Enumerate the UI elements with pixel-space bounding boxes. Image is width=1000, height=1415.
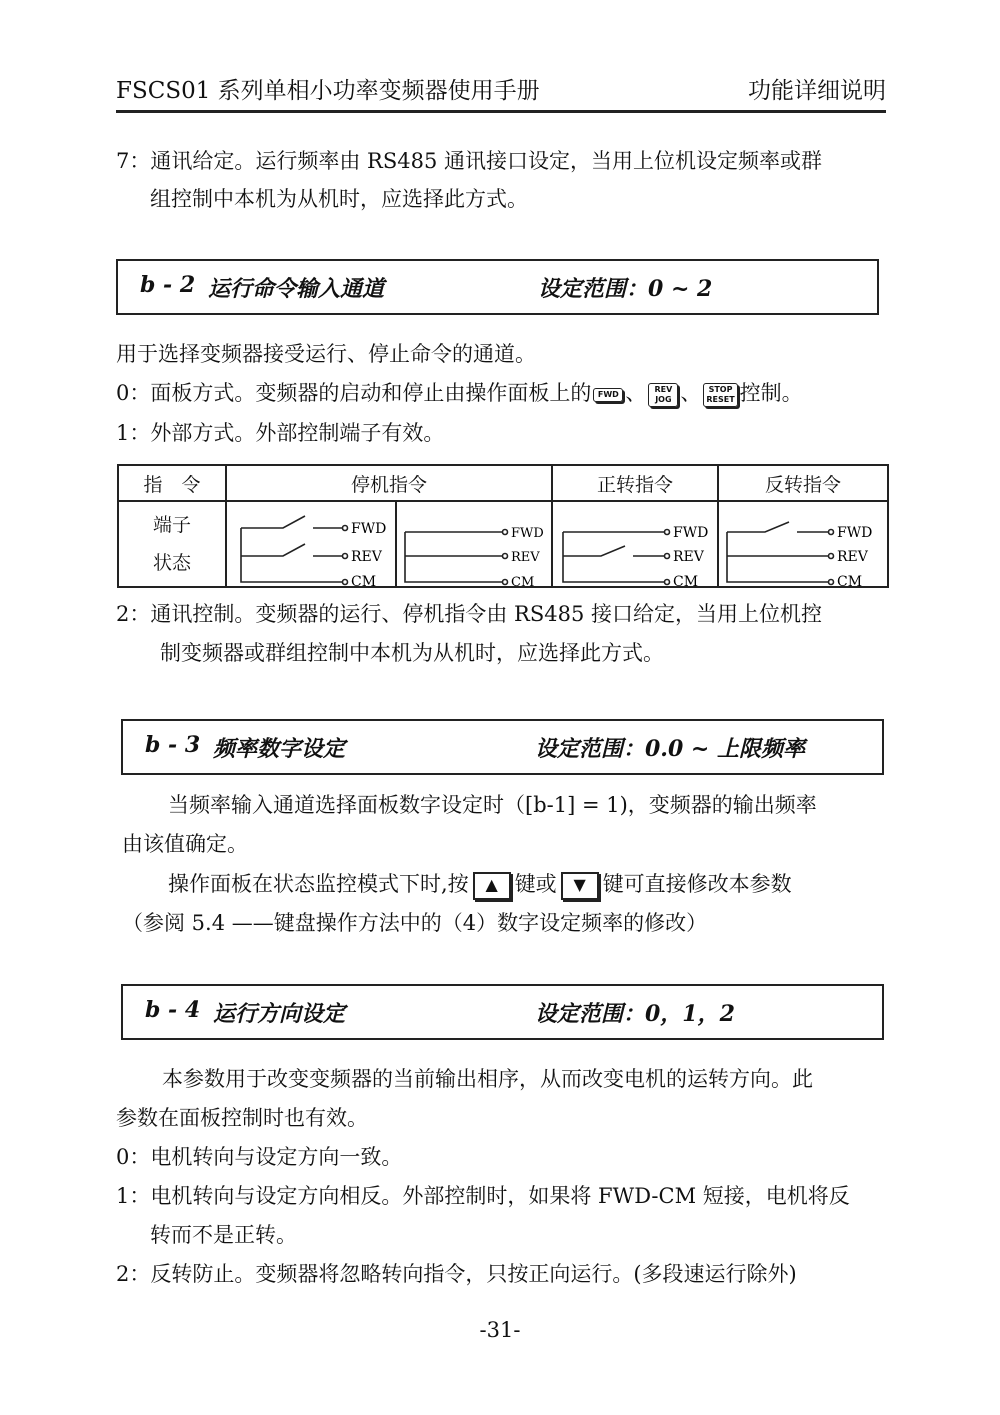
label-fwd: FWD xyxy=(511,526,544,541)
label-fwd: FWD xyxy=(837,525,873,541)
separator: 、 xyxy=(625,381,647,405)
b4-option-1-line-1: 1：电机转向与设定方向相反。外部控制时，如果将 FWD-CM 短接，电机将反 xyxy=(116,1184,850,1208)
b2-range: 设定范围：0 ~ 2 xyxy=(538,276,713,302)
down-key-glyph: ▼ xyxy=(573,874,586,894)
intro-line-1: 7：通讯给定。运行频率由 RS485 通讯接口设定，当用上位机设定频率或群 xyxy=(116,149,822,173)
b2-code: b - 2 xyxy=(140,272,196,298)
rev-key-label: REV xyxy=(654,384,673,394)
row-label-terminal: 端子 xyxy=(152,514,191,536)
b2-option-0-suffix: 控制。 xyxy=(739,381,803,405)
b4-para1-line-2: 参数在面板控制时也有效。 xyxy=(116,1106,368,1130)
label-rev: REV xyxy=(351,549,382,565)
diagram-forward xyxy=(552,501,718,587)
b3-title: 频率数字设定 xyxy=(213,736,346,762)
table-header-command: 指 令 xyxy=(118,465,226,501)
header-rule xyxy=(116,110,886,113)
b3-code: b - 3 xyxy=(145,732,201,758)
stop-reset-key-icon xyxy=(703,383,737,407)
reset-key-label: RESET xyxy=(706,394,735,404)
label-rev: REV xyxy=(837,549,868,565)
down-key-icon xyxy=(561,872,599,900)
b3-para2-line-2: （参阅 5.4 ——键盘操作方法中的（4）数字设定频率的修改） xyxy=(122,911,708,935)
terminal-command-table xyxy=(117,464,889,588)
fwd-key-label: FWD xyxy=(597,389,619,399)
diagram-stop-both-closed xyxy=(396,501,552,587)
b2-option-2-line-1: 2：通讯控制。变频器的运行、停机指令由 RS485 接口给定，当用上位机控 xyxy=(116,602,822,626)
table-header-stop: 停机指令 xyxy=(226,465,552,501)
b4-code: b - 4 xyxy=(145,997,201,1023)
separator: 、 xyxy=(680,381,702,405)
b2-option-1: 1：外部方式。外部控制端子有效。 xyxy=(116,421,445,445)
up-key-icon xyxy=(473,872,511,900)
diagram-reverse xyxy=(718,501,888,587)
label-cm: CM xyxy=(673,574,699,586)
b3-para1-line-1: 当频率输入通道选择面板数字设定时（[b-1] = 1)，变频器的输出频率 xyxy=(168,793,817,817)
b3-para2-pre: 操作面板在状态监控模式下时,按 xyxy=(168,872,469,896)
stop-key-label: STOP xyxy=(708,384,733,394)
jog-key-label: JOG xyxy=(655,394,672,404)
b2-option-0-text: 0：面板方式。变频器的启动和停止由操作面板上的 xyxy=(116,381,592,405)
b2-description: 用于选择变频器接受运行、停止命令的通道。 xyxy=(116,342,536,366)
b4-option-1-line-2: 转而不是正转。 xyxy=(150,1223,297,1247)
table-row-label xyxy=(118,501,226,587)
b3-para2-mid: 键或 xyxy=(514,872,557,896)
page-number: -31- xyxy=(479,1318,521,1342)
b3-range: 设定范围：0.0 ~ 上限频率 xyxy=(535,736,806,762)
label-cm: CM xyxy=(511,575,535,586)
intro-line-2: 组控制中本机为从机时，应选择此方式。 xyxy=(150,187,528,211)
header-manual-title: FSCS01 系列单相小功率变频器使用手册 xyxy=(116,78,540,104)
b2-option-2-line-2: 制变频器或群组控制中本机为从机时，应选择此方式。 xyxy=(160,641,664,665)
label-fwd: FWD xyxy=(673,525,709,541)
b2-option-0 xyxy=(116,373,803,413)
label-rev: REV xyxy=(673,549,704,565)
b4-range: 设定范围：0，1，2 xyxy=(535,1001,735,1027)
b3-para2-post: 键可直接修改本参数 xyxy=(602,872,792,896)
b2-title: 运行命令输入通道 xyxy=(208,276,385,302)
b4-option-2: 2：反转防止。变频器将忽略转向指令，只按正向运行。(多段速运行除外) xyxy=(116,1262,797,1286)
table-header-forward: 正转指令 xyxy=(552,465,718,501)
label-fwd: FWD xyxy=(351,521,387,537)
table-header-reverse: 反转指令 xyxy=(718,465,888,501)
label-cm: CM xyxy=(351,574,377,586)
row-label-state: 状态 xyxy=(152,552,191,574)
section-b3-header xyxy=(121,719,884,775)
header-section-title: 功能详细说明 xyxy=(748,78,886,104)
diagram-stop-both-open xyxy=(226,501,396,587)
fwd-key-icon xyxy=(593,388,623,402)
b4-para1-line-1: 本参数用于改变变频器的当前输出相序，从而改变电机的运转方向。此 xyxy=(162,1067,813,1091)
section-b2-header xyxy=(116,259,879,315)
b4-title: 运行方向设定 xyxy=(213,1001,346,1027)
section-b4-header xyxy=(121,984,884,1040)
label-cm: CM xyxy=(837,574,863,586)
b4-option-0: 0：电机转向与设定方向一致。 xyxy=(116,1145,403,1169)
rev-jog-key-icon xyxy=(648,383,678,407)
label-rev: REV xyxy=(511,550,540,565)
b3-para2-line-1 xyxy=(168,864,792,904)
b3-para1-line-2: 由该值确定。 xyxy=(122,832,248,856)
up-key-glyph: ▲ xyxy=(485,874,498,894)
